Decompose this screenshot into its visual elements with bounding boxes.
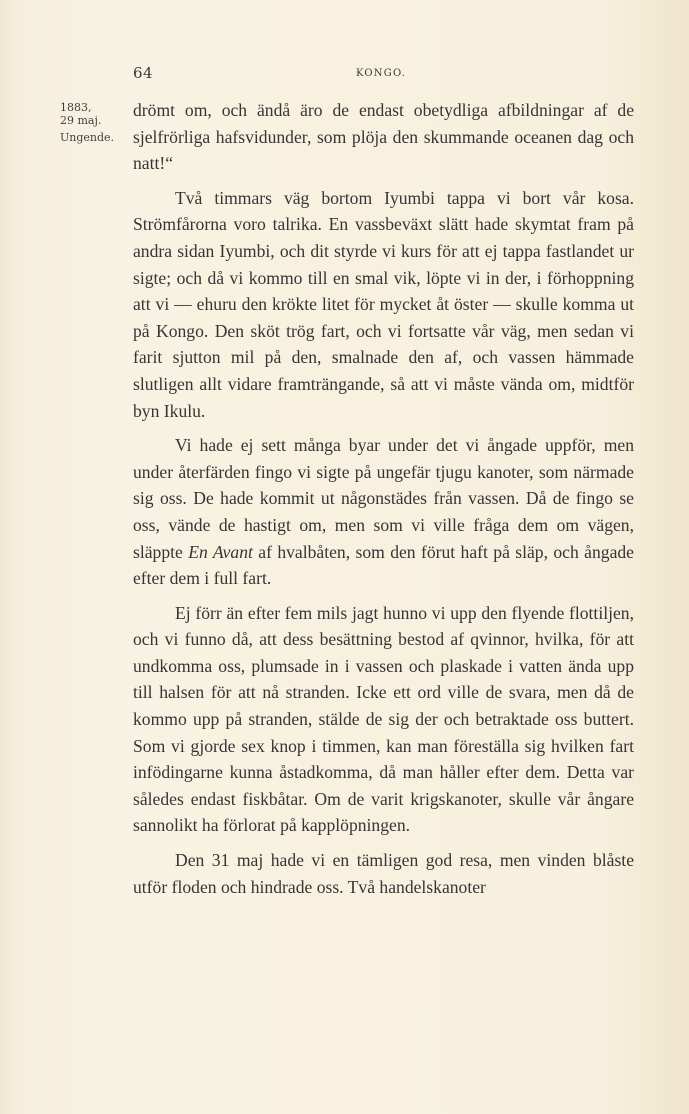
paragraph: Två timmars väg bortom Iyumbi tappa vi bort vår kosa. Strömfårorna voro talrika. En vassbeväxt slätt hade skymtat fram på andra sidan Iyumbi, och dit styrde vi kurs för att ej tappa fastlandet ur sigte; och då vi kommo till en smal vik, löpte vi in der, i förhoppning att vi — ehuru den krökte litet för mycket åt öster — skulle komma ut på Kongo. Den sköt trög fart, och vi fortsatte vår väg, men sedan vi farit sjutton mil på den, smalnade den af, och vassen hämmade slutligen allt vidare framträngande, så att vi måste vända om, midtför byn Ikulu. — [133, 187, 634, 421]
paragraph-text: Vi hade ej sett många byar under det vi ångade uppför, men under återfärden fingo vi sigte på ungefär tjugu kanoter, som närmade sig oss. De hade kommit ut någonstädes från vassen. Då de fingo se oss, vände de hastigt om, men som vi ville fråga dem om vägen, släppte — [133, 435, 634, 562]
paragraph-continuation: drömt om, och ändå äro de endast obetydliga afbildningar af de sjelfrörliga hafsvidunder, som plöja den skummande oceanen dag och natt!“ — [133, 100, 634, 174]
body-text — [133, 97, 634, 908]
boat-name: En Avant — [188, 541, 253, 562]
margin-topic: Ungende. — [60, 131, 115, 144]
paragraph — [133, 432, 634, 592]
page-number: 64 — [133, 64, 154, 82]
paragraph: Ej förr än efter fem mils jagt hunno vi upp den flyende flottiljen, och vi funno då, att dess besättning bestod af qvinnor, hvilka, för att undkomma oss, plumsade in i vassen och plaskade i vatten ända upp till halsen för att nå stranden. Icke ett ord ville de svara, men då de kommo upp på stranden, stälde de sig der och betraktade oss buttert. Som vi gjorde sex knop i timmen, kan man föreställa sig hvilken fart infödingarne kunna åstadkomma, då man håller efter dem. Detta var således endast fiskbåtar. Om de varit krigskanoter, skulle vår ångare sannolikt ha förlorat på kapplöpningen. — [133, 602, 634, 836]
paragraph: Den 31 maj hade vi en tämligen god resa, men vinden blåste utför floden och hindrade oss. Två handelskanoter — [133, 850, 634, 897]
paragraph-text: af hvalbåten, som den förut haft på släp, och ångade efter dem i full fart. — [133, 541, 634, 589]
running-head: KONGO. — [356, 68, 407, 79]
margin-notes — [60, 101, 130, 144]
margin-date: 29 maj. — [60, 114, 102, 127]
margin-year: 1883, — [60, 101, 92, 114]
